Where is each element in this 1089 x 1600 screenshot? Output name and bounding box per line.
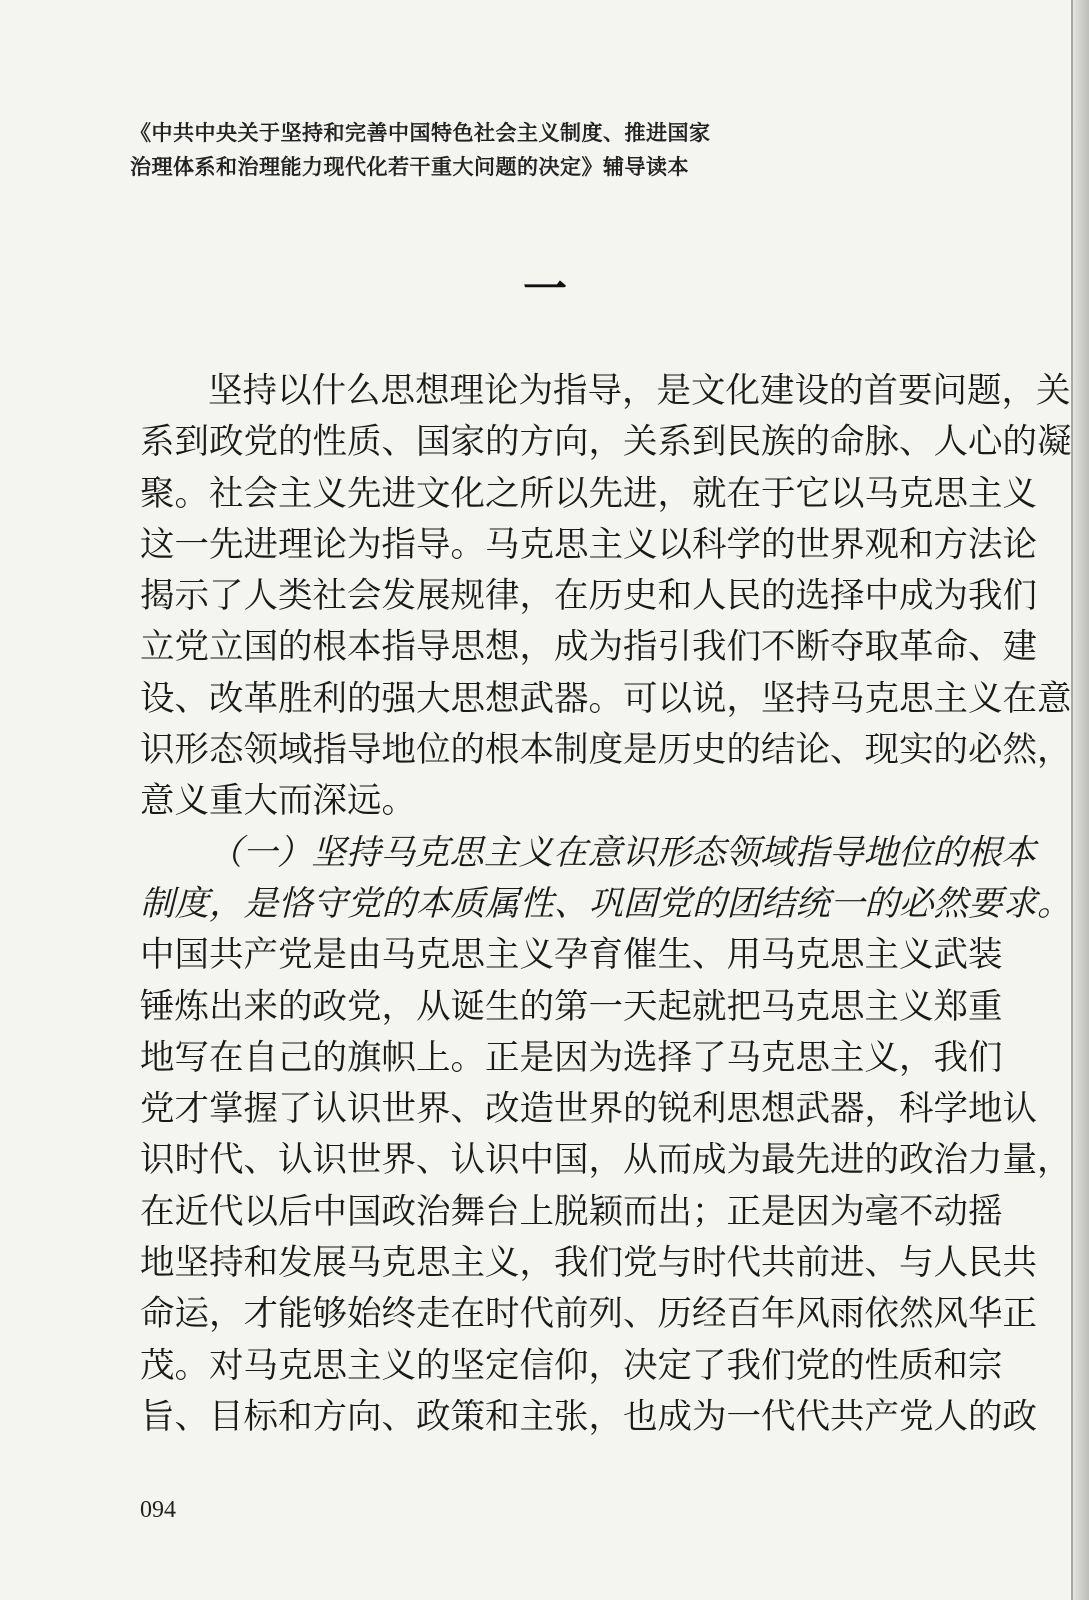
body-text [140,366,1072,1443]
text-line: 命运，才能够始终走在时代前列、历经百年风雨依然风华正 [140,1294,1037,1335]
text-line: 立党立国的根本指导思想，成为指引我们不断夺取革命、建 [140,627,1037,668]
text-line: 识形态领域指导地位的根本制度是历史的结论、现实的必然， [140,730,1072,771]
scan-edge-line [1071,0,1073,1600]
text-line: 系到政党的性质、国家的方向，关系到民族的命脉、人心的凝 [140,422,1072,463]
text-line: 地坚持和发展马克思主义，我们党与时代共前进、与人民共 [140,1243,1037,1284]
running-header-line-2: 治理体系和治理能力现代化若干重大问题的决定》辅导读本 [130,155,689,179]
text-line: 锤炼出来的政党，从诞生的第一天起就把马克思主义郑重 [140,986,1003,1027]
text-line: 茂。对马克思主义的坚定信仰，决定了我们党的性质和宗 [140,1345,1003,1386]
text-line: 地写在自己的旗帜上。正是因为选择了马克思主义，我们 [140,1037,1003,1078]
subsection-heading-line: 制度，是恪守党的本质属性、巩固党的团结统一的必然要求。 [140,883,1072,924]
paragraph-2 [140,828,1072,1444]
text-line: 旨、目标和方向、政策和主张，也成为一代代共产党人的政 [140,1396,1037,1437]
scan-page-edge [1071,0,1089,1600]
text-line: 这一先进理论为指导。马克思主义以科学的世界观和方法论 [140,524,1037,565]
text-line: 设、改革胜利的强大思想武器。可以说，坚持马克思主义在意 [140,678,1072,719]
text-line: 党才掌握了认识世界、改造世界的锐利思想武器，科学地认 [140,1089,1037,1130]
paragraph-1 [140,366,1072,828]
text-line: 意义重大而深远。 [140,781,416,822]
running-header [130,116,750,184]
text-line: 中国共产党是由马克思主义孕育催生、用马克思主义武装 [140,935,1003,976]
page-number: 094 [140,1497,176,1523]
text-line: 在近代以后中国政治舞台上脱颖而出；正是因为毫不动摇 [140,1191,1003,1232]
running-header-line-1: 《中共中央关于坚持和完善中国特色社会主义制度、推进国家 [130,121,711,145]
text-line: 揭示了人类社会发展规律，在历史和人民的选择中成为我们 [140,576,1037,617]
subsection-heading-line: （一）坚持马克思主义在意识形态领域指导地位的根本 [208,832,1036,873]
section-number: 一 [523,264,567,315]
text-line: 坚持以什么思想理论为指导，是文化建设的首要问题，关 [208,371,1071,411]
text-line: 聚。社会主义先进文化之所以先进，就在于它以马克思主义 [140,473,1037,514]
text-line: 识时代、认识世界、认识中国，从而成为最先进的政治力量， [140,1140,1072,1181]
